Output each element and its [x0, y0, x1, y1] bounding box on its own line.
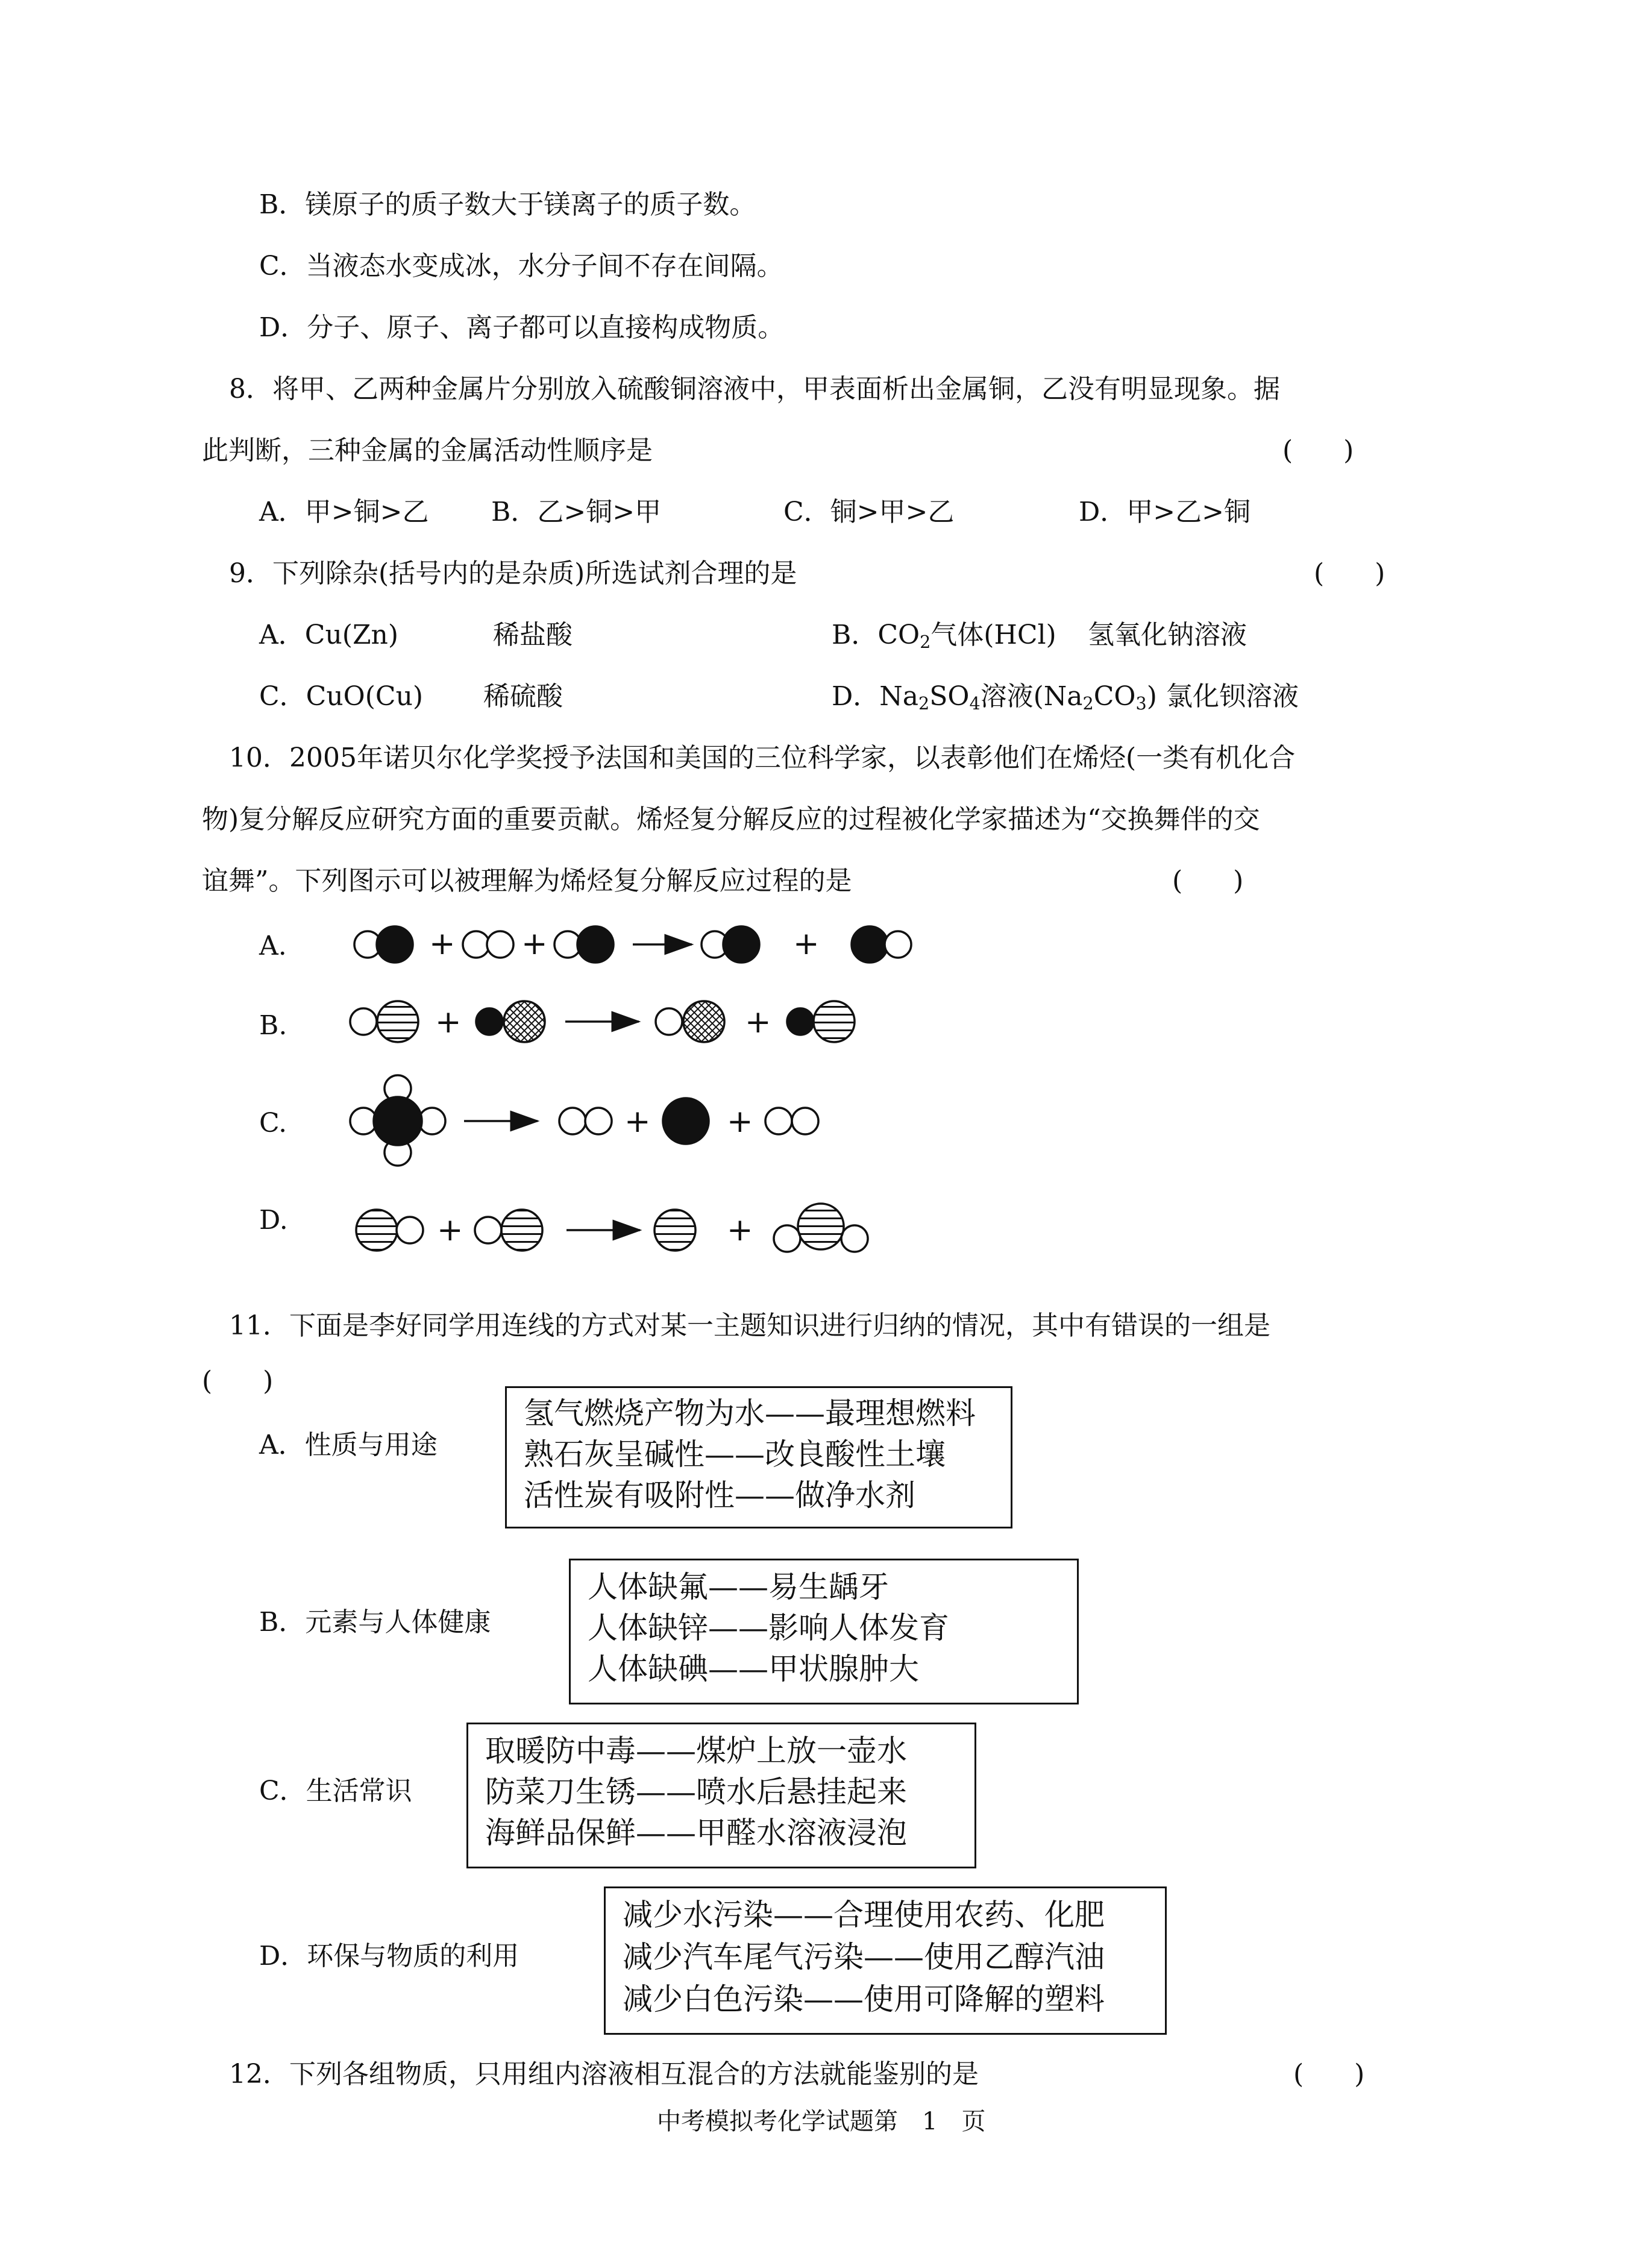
svg-text:+: + [429, 926, 456, 962]
q9-stem: 9．下列除杂(括号内的是杂质)所选试剂合理的是 [229, 558, 797, 589]
q11-option-c-label: C．生活常识 [259, 1776, 412, 1806]
q10-answer-paren: ( ) [1172, 865, 1244, 896]
q9-option-d-reagent: 氯化钡溶液 [1166, 681, 1299, 712]
q10-stem-line1: 10．2005年诺贝尔化学奖授予法国和美国的三位科学家，以表彰他们在烯烃(一类有机化合 [229, 743, 1296, 773]
q11-option-c-line: 取暖防中毒——煤炉上放一壶水 [485, 1733, 907, 1768]
q7-option-b: B．镁原子的质子数大于镁离子的质子数。 [259, 189, 756, 220]
q9-option-c-reagent: 稀硫酸 [483, 681, 563, 712]
q11-option-d-line: 减少水污染——合理使用农药、化肥 [623, 1897, 1105, 1932]
q10-option-d-label: D. [259, 1205, 288, 1236]
svg-text:+: + [793, 926, 820, 962]
q10-stem-line3: 谊舞”。下列图示可以被理解为烯烃复分解反应过程的是 [202, 865, 852, 896]
q10-option-b-label: B. [259, 1010, 287, 1041]
q11-option-c-line: 防菜刀生锈——喷水后悬挂起来 [485, 1774, 907, 1809]
q9-option-a-reagent: 稀盐酸 [493, 620, 573, 650]
q11-option-d-label: D．环保与物质的利用 [259, 1941, 519, 1971]
q12-stem: 12．下列各组物质，只用组内溶液相互混合的方法就能鉴别的是 [229, 2059, 979, 2090]
q11-option-a-line: 氢气燃烧产物为水——最理想燃料 [524, 1396, 976, 1431]
svg-text:+: + [624, 1104, 651, 1140]
q8-option-a: A．甲>铜>乙 [259, 497, 429, 527]
q8-option-c: C．铜>甲>乙 [783, 497, 955, 527]
q10-option-d-equation [356, 1204, 868, 1252]
svg-text:+: + [437, 1212, 463, 1248]
svg-text:+: + [727, 1104, 753, 1140]
q7-option-d: D．分子、原子、离子都可以直接构成物质。 [259, 312, 785, 343]
q8-option-b: B．乙>铜>甲 [491, 497, 662, 527]
q9-option-b-substance: B．$CO_2$气体(HCl) [832, 620, 1056, 653]
q9-option-a-substance: A．Cu(Zn) [259, 620, 399, 650]
q11-option-d-line: 减少白色污染——使用可降解的塑料 [623, 1982, 1105, 2017]
q11-option-b-label: B．元素与人体健康 [259, 1607, 491, 1638]
svg-text:+: + [745, 1004, 771, 1040]
q10-option-a-label: A. [259, 931, 287, 961]
q9-option-b-reagent: 氢氧化钠溶液 [1088, 620, 1247, 650]
q11-option-b-line: 人体缺氟——易生龋牙 [588, 1569, 889, 1604]
q10-option-c-label: C. [259, 1108, 287, 1139]
q11-stem: 11．下面是李好同学用连线的方式对某一主题知识进行归纳的情况，其中有错误的一组是 [229, 1310, 1270, 1341]
svg-text:+: + [727, 1212, 753, 1248]
svg-text:+: + [435, 1004, 462, 1040]
q10-option-a-equation [354, 926, 911, 963]
q11-option-a-box [505, 1386, 1012, 1528]
q9-option-d-substance: D．$Na_2SO_4$溶液$(Na_2CO_3)$ [832, 681, 1157, 714]
q10-option-c-equation [350, 1075, 818, 1166]
page-footer: 中考模拟考化学试题第 1 页 [657, 2108, 986, 2135]
q11-answer-paren: ( ) [202, 1366, 274, 1396]
q11-option-d-line: 减少汽车尾气污染——使用乙醇汽油 [623, 1940, 1105, 1974]
q9-option-c-substance: C．CuO(Cu) [259, 681, 424, 712]
q8-answer-paren: ( ) [1282, 435, 1354, 466]
q11-option-c-box [466, 1723, 976, 1868]
q8-option-d: D．甲>乙>铜 [1079, 497, 1251, 527]
q7-option-c: C．当液态水变成冰，水分子间不存在间隔。 [259, 251, 783, 281]
q8-stem-line2: 此判断，三种金属的金属活动性顺序是 [202, 435, 653, 466]
q11-option-a-line: 熟石灰呈碱性——改良酸性土壤 [524, 1437, 946, 1472]
q11-option-a-label: A．性质与用途 [259, 1430, 438, 1460]
q9-answer-paren: ( ) [1314, 558, 1386, 589]
q8-stem-line1: 8．将甲、乙两种金属片分别放入硫酸铜溶液中，甲表面析出金属铜，乙没有明显现象。据 [229, 374, 1280, 404]
q11-option-b-line: 人体缺碘——甲状腺肿大 [588, 1651, 919, 1686]
q12-answer-paren: ( ) [1293, 2059, 1365, 2090]
q10-option-b-equation [350, 1001, 855, 1042]
q11-option-c-line: 海鲜品保鲜——甲醛水溶液浸泡 [485, 1815, 907, 1850]
q11-option-d-box [604, 1886, 1167, 2035]
svg-text:+: + [521, 926, 548, 962]
q10-stem-line2: 物)复分解反应研究方面的重要贡献。烯烃复分解反应的过程被化学家描述为“交换舞伴的交 [202, 804, 1260, 835]
q11-option-b-line: 人体缺锌——影响人体发育 [588, 1610, 949, 1645]
q11-option-b-box [569, 1559, 1079, 1704]
q11-option-a-line: 活性炭有吸附性——做净水剂 [524, 1478, 915, 1513]
